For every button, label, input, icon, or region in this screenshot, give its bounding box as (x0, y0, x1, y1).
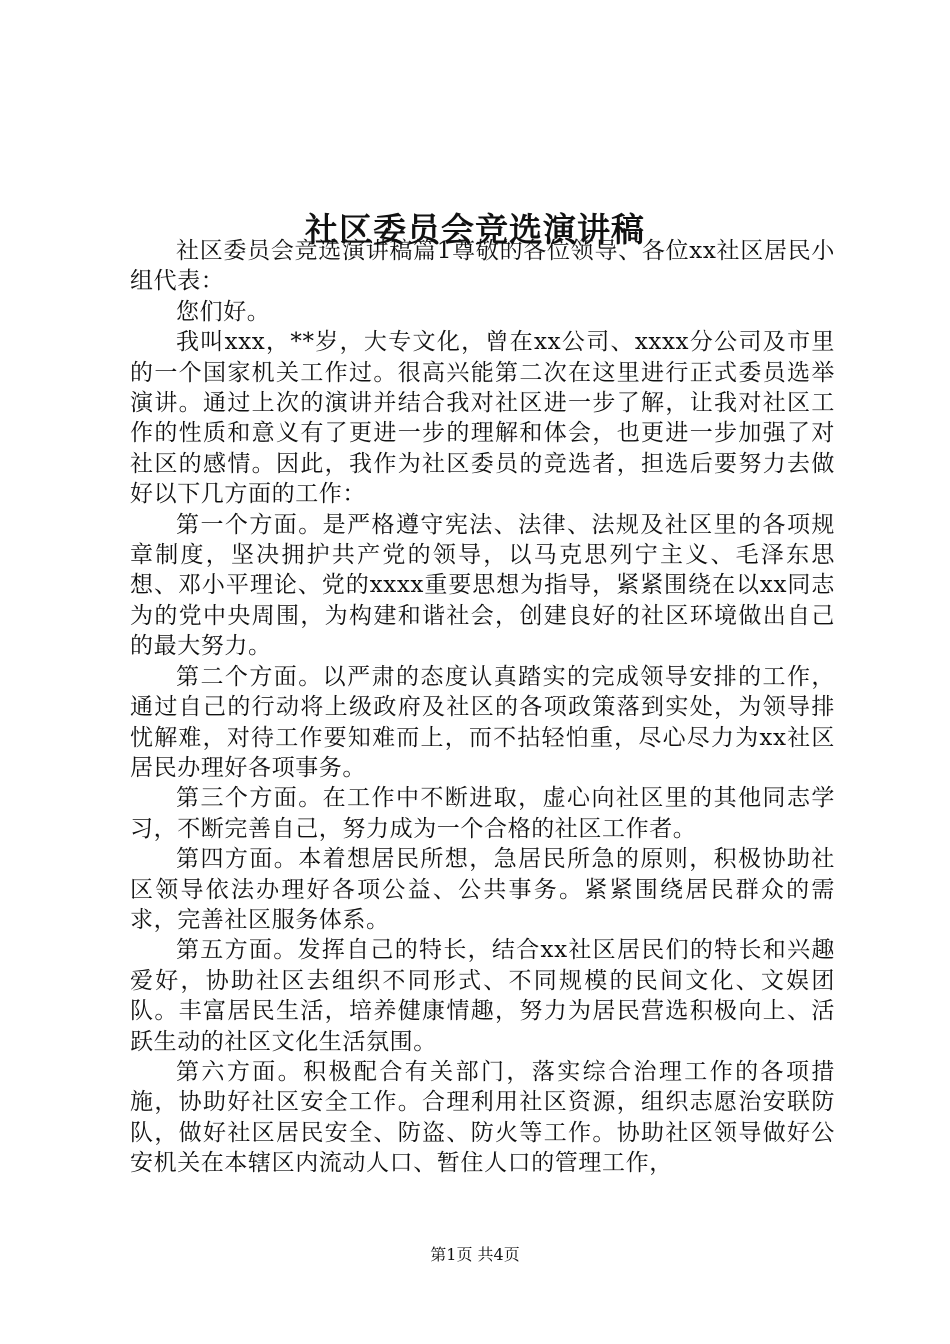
document-body (130, 236, 835, 1179)
page-number-footer: 第1页 共4页 (430, 1245, 520, 1264)
paragraph-introduction: 我叫xxx，**岁，大专文化，曾在xx公司、xxxx分公司及市里的一个国家机关工作过。很高兴能第二次在这里进行正式委员选举演讲。通过上次的演讲并结合我对社区进一步了解，让我对社区工作的性质和意义有了更进一步的理解和体会，也更进一步加强了对社区的感情。因此，我作为社区委员的竞选者，担选后要努力去做好以下几方面的工作： (130, 329, 835, 508)
paragraph-aspect-two: 第二个方面。以严肃的态度认真踏实的完成领导安排的工作，通过自己的行动将上级政府及社区的各项政策落到实处，为领导排忧解难，对待工作要知难而上，而不拈轻怕重，尽心尽力为xx社区居民办理好各项事务。 (130, 663, 835, 781)
paragraph-aspect-six: 第六方面。积极配合有关部门，落实综合治理工作的各项措施，协助好社区安全工作。合理利用社区资源，组织志愿治安联防队，做好社区居民安全、防盗、防火等工作。协助社区领导做好公安机关在本辖区内流动人口、暂住人口的管理工作， (130, 1058, 835, 1177)
paragraph-aspect-three: 第三个方面。在工作中不断进取，虚心向社区里的其他同志学习，不断完善自己，努力成为一个合格的社区工作者。 (130, 785, 835, 842)
paragraph-greeting: 社区委员会竞选演讲稿篇1尊敬的各位领导、各位xx社区居民小组代表： (130, 238, 835, 295)
paragraph-hello: 您们好。 (176, 298, 271, 325)
paragraph-aspect-four: 第四方面。本着想居民所想，急居民所急的原则，积极协助社区领导依法办理好各项公益、公共事务。紧紧围绕居民群众的需求，完善社区服务体系。 (130, 846, 835, 933)
paragraph-aspect-five: 第五方面。发挥自己的特长，结合xx社区居民们的特长和兴趣爱好，协助社区去组织不同形式、不同规模的民间文化、文娱团队。丰富居民生活，培养健康情趣，努力为居民营选积极向上、活跃生动的社区文化生活氛围。 (130, 937, 835, 1055)
document-title: 社区委员会竞选演讲稿 (305, 210, 645, 250)
paragraph-aspect-one: 第一个方面。是严格遵守宪法、法律、法规及社区里的各项规章制度，坚决拥护共产党的领导，以马克思列宁主义、毛泽东思想、邓小平理论、党的xxxx重要思想为指导，紧紧围绕在以xx同志为的党中央周围，为构建和谐社会，创建良好的社区环境做出自己的最大努力。 (130, 511, 835, 660)
